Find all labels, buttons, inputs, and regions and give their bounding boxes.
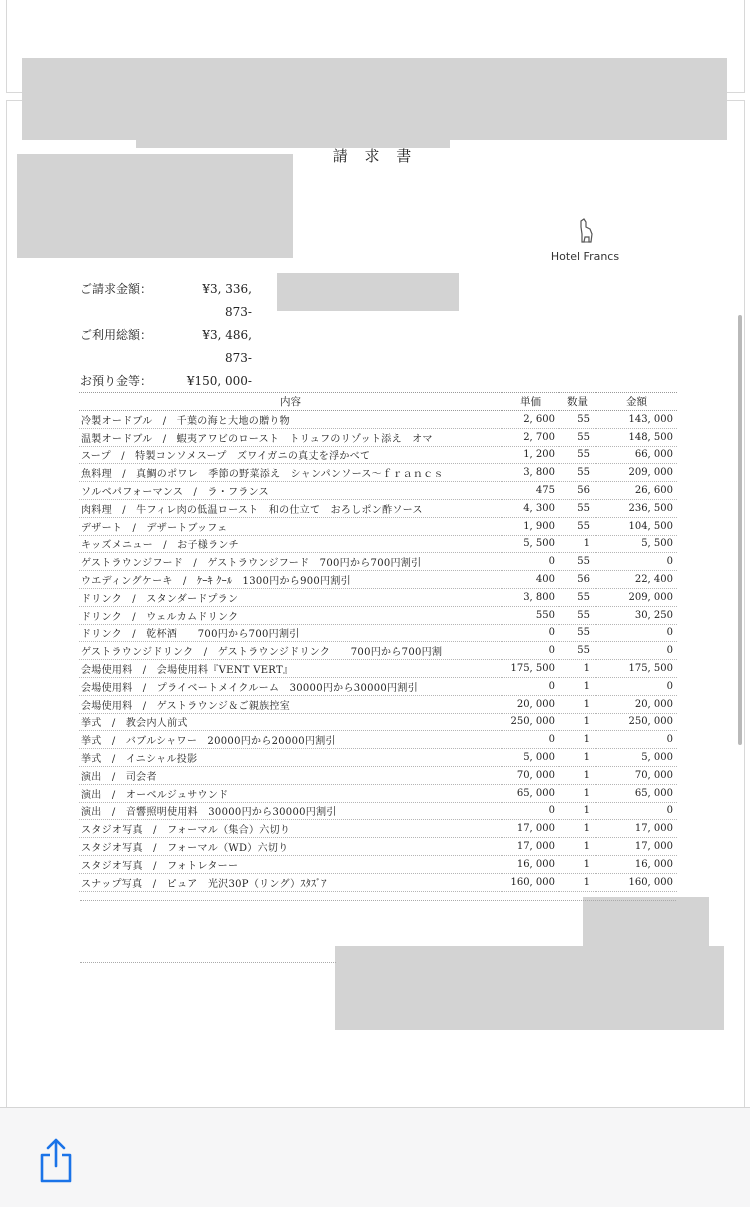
cell-unit-price: 70, 000 bbox=[502, 766, 559, 784]
table-row bbox=[79, 695, 677, 713]
cell-quantity: 1 bbox=[559, 820, 596, 838]
cell-quantity: 1 bbox=[559, 731, 596, 749]
cell-unit-price: 550 bbox=[502, 606, 559, 624]
cell-amount: 0 bbox=[596, 731, 677, 749]
cell-quantity: 55 bbox=[559, 606, 596, 624]
table-header-row bbox=[79, 393, 677, 411]
share-button[interactable] bbox=[33, 1135, 79, 1185]
table-body bbox=[79, 411, 677, 892]
summary-label: お預り金等： bbox=[80, 374, 153, 388]
cell-quantity: 55 bbox=[559, 499, 596, 517]
cell-quantity: 1 bbox=[559, 838, 596, 856]
cell-unit-price: 3, 800 bbox=[502, 588, 559, 606]
cell-unit-price: 3, 800 bbox=[502, 464, 559, 482]
cell-description: ゲストラウンジドリンク / ゲストラウンジドリンク 700円から700円割 bbox=[79, 642, 502, 660]
cell-description: スタジオ写真 / フォトレターー bbox=[79, 855, 502, 873]
table-row bbox=[79, 624, 677, 642]
cell-description: スタジオ写真 / フォーマル（WD）六切り bbox=[79, 838, 502, 856]
cell-description: 挙式 / バブルシャワー 20000円から20000円割引 bbox=[79, 731, 502, 749]
hotel-logo bbox=[540, 218, 630, 263]
cell-quantity: 55 bbox=[559, 446, 596, 464]
table-row bbox=[79, 428, 677, 446]
summary-row bbox=[80, 370, 252, 393]
cell-unit-price: 400 bbox=[502, 571, 559, 589]
cell-description: 会場使用料 / 会場使用料『VENT VERT』 bbox=[79, 660, 502, 678]
cell-unit-price: 2, 700 bbox=[502, 428, 559, 446]
cell-amount: 26, 600 bbox=[596, 482, 677, 500]
cell-description: スタジオ写真 / フォーマル（集合）六切り bbox=[79, 820, 502, 838]
header-amount: 金額 bbox=[596, 393, 677, 411]
table-row bbox=[79, 571, 677, 589]
table-row bbox=[79, 499, 677, 517]
cell-quantity: 55 bbox=[559, 464, 596, 482]
cell-amount: 209, 000 bbox=[596, 588, 677, 606]
cell-unit-price: 0 bbox=[502, 553, 559, 571]
cell-quantity: 1 bbox=[559, 535, 596, 553]
cell-amount: 17, 000 bbox=[596, 838, 677, 856]
header-description: 内容 bbox=[79, 393, 502, 411]
cell-description: 演出 / 司会者 bbox=[79, 766, 502, 784]
summary-label: ご請求金額： bbox=[80, 282, 153, 296]
share-icon bbox=[36, 1136, 76, 1184]
cell-quantity: 1 bbox=[559, 855, 596, 873]
table-row bbox=[79, 713, 677, 731]
redaction-header bbox=[22, 58, 727, 140]
table-row bbox=[79, 606, 677, 624]
table-row bbox=[79, 588, 677, 606]
table-row bbox=[79, 660, 677, 678]
billing-summary bbox=[80, 278, 252, 393]
cell-description: ドリンク / スタンダードプラン bbox=[79, 588, 502, 606]
header-quantity: 数量 bbox=[559, 393, 596, 411]
cell-description: 演出 / 音響照明使用料 30000円から30000円割引 bbox=[79, 802, 502, 820]
redaction-summary-note bbox=[277, 273, 459, 311]
cell-amount: 16, 000 bbox=[596, 855, 677, 873]
table-row bbox=[79, 446, 677, 464]
redaction-footer bbox=[335, 946, 724, 1030]
cell-unit-price: 0 bbox=[502, 624, 559, 642]
cell-amount: 66, 000 bbox=[596, 446, 677, 464]
cell-amount: 17, 000 bbox=[596, 820, 677, 838]
table-row bbox=[79, 464, 677, 482]
cell-amount: 0 bbox=[596, 677, 677, 695]
table-row bbox=[79, 855, 677, 873]
table-row bbox=[79, 553, 677, 571]
cell-quantity: 56 bbox=[559, 482, 596, 500]
cell-quantity: 55 bbox=[559, 624, 596, 642]
table-row bbox=[79, 677, 677, 695]
cell-description: 肉料理 / 牛フィレ肉の低温ロースト 和の仕立て おろしポン酢ソース bbox=[79, 499, 502, 517]
logo-text: Hotel Francs bbox=[550, 250, 620, 263]
cell-amount: 148, 500 bbox=[596, 428, 677, 446]
cell-description: スナップ写真 / ピュア 光沢30P（リング）ｽﾀｽﾞｱ bbox=[79, 873, 502, 891]
header-unit-price: 単価 bbox=[502, 393, 559, 411]
cell-quantity: 55 bbox=[559, 411, 596, 429]
cell-unit-price: 0 bbox=[502, 677, 559, 695]
cell-unit-price: 175, 500 bbox=[502, 660, 559, 678]
cell-description: ウエディングケーキ / ｹｰｷ ｸｰﾙ 1300円から900円割引 bbox=[79, 571, 502, 589]
summary-value: ¥3, 336, 873- bbox=[202, 282, 252, 319]
cell-description: 冷製オードブル / 千葉の海と大地の贈り物 bbox=[79, 411, 502, 429]
cell-quantity: 1 bbox=[559, 677, 596, 695]
cell-unit-price: 0 bbox=[502, 731, 559, 749]
cell-amount: 5, 500 bbox=[596, 535, 677, 553]
cell-amount: 20, 000 bbox=[596, 695, 677, 713]
cell-quantity: 1 bbox=[559, 802, 596, 820]
cell-amount: 250, 000 bbox=[596, 713, 677, 731]
cell-unit-price: 160, 000 bbox=[502, 873, 559, 891]
table-row bbox=[79, 411, 677, 429]
table-row bbox=[79, 873, 677, 891]
cell-amount: 104, 500 bbox=[596, 517, 677, 535]
table-row bbox=[79, 535, 677, 553]
cell-unit-price: 0 bbox=[502, 802, 559, 820]
cell-unit-price: 5, 500 bbox=[502, 535, 559, 553]
cell-quantity: 1 bbox=[559, 749, 596, 767]
cell-unit-price: 1, 200 bbox=[502, 446, 559, 464]
summary-row bbox=[80, 278, 252, 324]
table-row bbox=[79, 766, 677, 784]
cell-amount: 0 bbox=[596, 642, 677, 660]
cell-quantity: 1 bbox=[559, 660, 596, 678]
table-row bbox=[79, 642, 677, 660]
cell-quantity: 55 bbox=[559, 517, 596, 535]
divider bbox=[80, 900, 676, 901]
cell-description: ソルベパフォーマンス / ラ・フランス bbox=[79, 482, 502, 500]
divider bbox=[80, 962, 336, 963]
cell-amount: 175, 500 bbox=[596, 660, 677, 678]
cell-description: ゲストラウンジフード / ゲストラウンジフード 700円から700円割引 bbox=[79, 553, 502, 571]
cell-amount: 22, 400 bbox=[596, 571, 677, 589]
cell-amount: 5, 000 bbox=[596, 749, 677, 767]
cell-unit-price: 4, 300 bbox=[502, 499, 559, 517]
cell-quantity: 1 bbox=[559, 873, 596, 891]
cell-amount: 209, 000 bbox=[596, 464, 677, 482]
cell-description: 会場使用料 / ゲストラウンジ＆ご親族控室 bbox=[79, 695, 502, 713]
table-row bbox=[79, 802, 677, 820]
cell-quantity: 1 bbox=[559, 695, 596, 713]
cell-unit-price: 17, 000 bbox=[502, 820, 559, 838]
table-row bbox=[79, 820, 677, 838]
redaction-stamp bbox=[583, 897, 709, 947]
cell-unit-price: 5, 000 bbox=[502, 749, 559, 767]
summary-label: ご利用総額： bbox=[80, 328, 153, 342]
dog-logo-icon bbox=[572, 218, 598, 246]
bottom-toolbar bbox=[0, 1107, 750, 1207]
summary-value: ¥150, 000- bbox=[186, 374, 252, 388]
cell-amount: 0 bbox=[596, 802, 677, 820]
cell-quantity: 55 bbox=[559, 428, 596, 446]
table-row bbox=[79, 517, 677, 535]
summary-value: ¥3, 486, 873- bbox=[202, 328, 252, 365]
cell-quantity: 1 bbox=[559, 784, 596, 802]
cell-unit-price: 1, 900 bbox=[502, 517, 559, 535]
table-row bbox=[79, 731, 677, 749]
cell-quantity: 1 bbox=[559, 713, 596, 731]
table-row bbox=[79, 749, 677, 767]
cell-unit-price: 0 bbox=[502, 642, 559, 660]
cell-amount: 160, 000 bbox=[596, 873, 677, 891]
cell-description: ドリンク / 乾杯酒 700円から700円割引 bbox=[79, 624, 502, 642]
table-row bbox=[79, 784, 677, 802]
cell-amount: 70, 000 bbox=[596, 766, 677, 784]
cell-description: 挙式 / 教会内人前式 bbox=[79, 713, 502, 731]
cell-description: キッズメニュー / お子様ランチ bbox=[79, 535, 502, 553]
cell-unit-price: 20, 000 bbox=[502, 695, 559, 713]
cell-quantity: 55 bbox=[559, 553, 596, 571]
scrollbar[interactable] bbox=[738, 315, 742, 745]
document-title: 請 求 書 bbox=[332, 147, 418, 165]
cell-amount: 0 bbox=[596, 624, 677, 642]
cell-description: 演出 / オーベルジュサウンド bbox=[79, 784, 502, 802]
cell-description: デザート / デザートブッフェ bbox=[79, 517, 502, 535]
cell-description: 挙式 / イニシャル投影 bbox=[79, 749, 502, 767]
redaction-recipient bbox=[17, 154, 293, 258]
invoice-items-table bbox=[79, 392, 677, 892]
cell-description: ドリンク / ウェルカムドリンク bbox=[79, 606, 502, 624]
cell-unit-price: 17, 000 bbox=[502, 838, 559, 856]
cell-amount: 236, 500 bbox=[596, 499, 677, 517]
table-row bbox=[79, 482, 677, 500]
cell-amount: 143, 000 bbox=[596, 411, 677, 429]
cell-amount: 0 bbox=[596, 553, 677, 571]
cell-amount: 65, 000 bbox=[596, 784, 677, 802]
cell-quantity: 55 bbox=[559, 642, 596, 660]
cell-unit-price: 475 bbox=[502, 482, 559, 500]
cell-description: スープ / 特製コンソメスープ ズワイガニの真丈を浮かべて bbox=[79, 446, 502, 464]
summary-row bbox=[80, 324, 252, 370]
cell-unit-price: 65, 000 bbox=[502, 784, 559, 802]
cell-quantity: 1 bbox=[559, 766, 596, 784]
cell-description: 会場使用料 / プライベートメイクルーム 30000円から30000円割引 bbox=[79, 677, 502, 695]
cell-quantity: 56 bbox=[559, 571, 596, 589]
cell-unit-price: 2, 600 bbox=[502, 411, 559, 429]
cell-description: 温製オードブル / 蝦夷アワビのロースト トリュフのリゾット添え オマ bbox=[79, 428, 502, 446]
cell-description: 魚料理 / 真鯛のポワレ 季節の野菜添え シャンパンソース～ｆｒａｎｃｓ bbox=[79, 464, 502, 482]
cell-amount: 30, 250 bbox=[596, 606, 677, 624]
cell-unit-price: 250, 000 bbox=[502, 713, 559, 731]
table-row bbox=[79, 838, 677, 856]
cell-unit-price: 16, 000 bbox=[502, 855, 559, 873]
cell-quantity: 55 bbox=[559, 588, 596, 606]
